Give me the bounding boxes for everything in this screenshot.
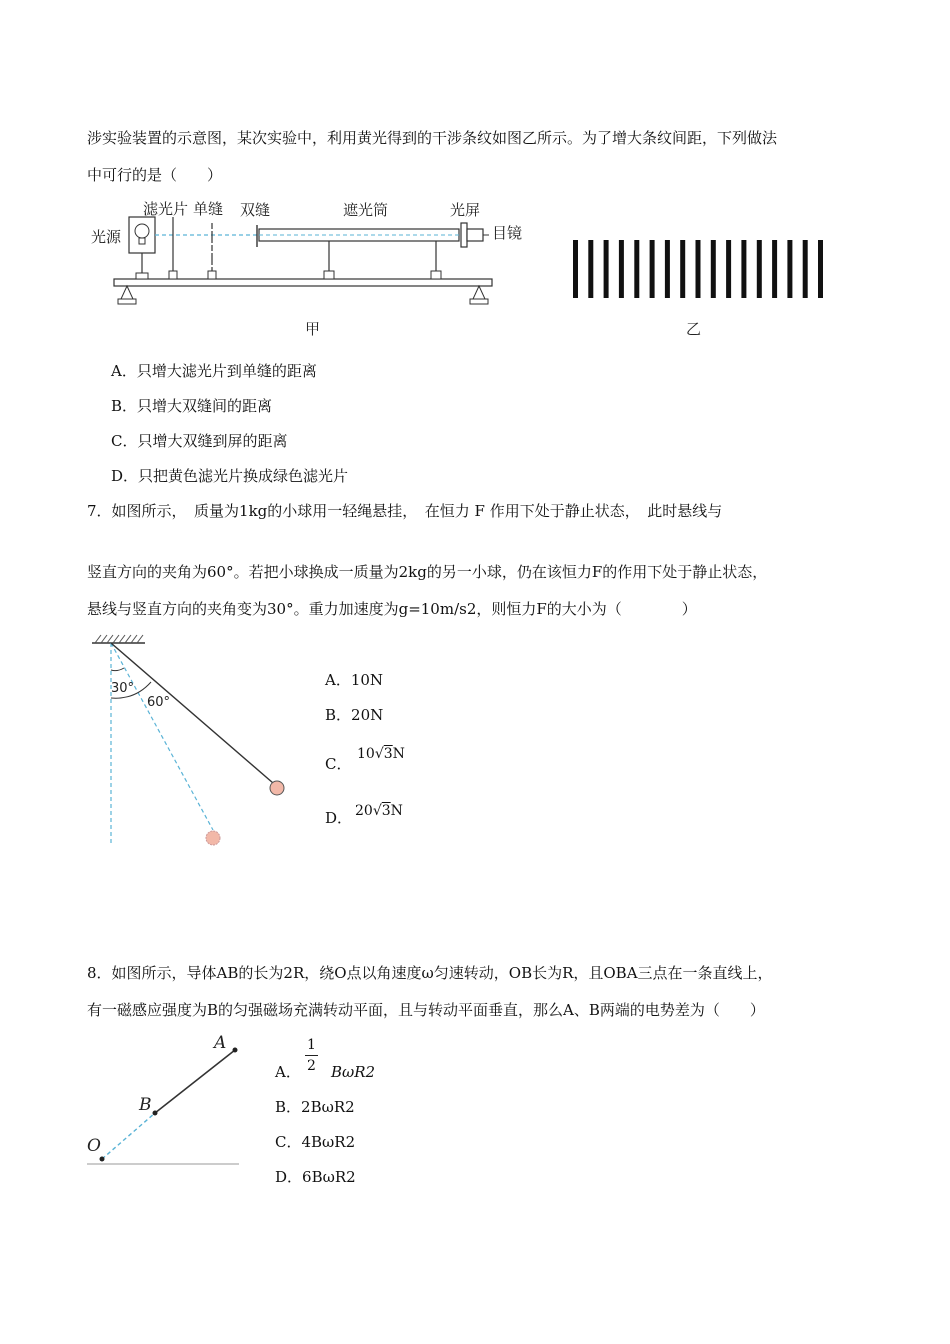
- q7-option-d[interactable]: D．: [325, 809, 353, 827]
- screen-plate: [461, 223, 467, 247]
- fringe-bar: [696, 240, 701, 298]
- point-o-dot: [100, 1157, 105, 1162]
- label-screen: 光屏: [450, 201, 481, 219]
- label-light-source: 光源: [91, 228, 122, 246]
- ball-2kg: [206, 831, 220, 845]
- q7-line3: 悬线与竖直方向的夹角变为30°。重力加速度为g=10m/s2，则恒力F的大小为（ ）: [87, 600, 697, 618]
- fringe-bar: [619, 240, 624, 298]
- fringe-bar: [726, 240, 731, 298]
- fringe-bar: [680, 240, 685, 298]
- q8-option-b[interactable]: B．2BωR2: [275, 1098, 355, 1116]
- fringe-bar: [634, 240, 639, 298]
- pendulum-figure: [87, 630, 287, 850]
- point-b-dot: [153, 1111, 158, 1116]
- eyepiece: [467, 229, 483, 241]
- conductor-ab: [155, 1050, 235, 1113]
- ball-1kg: [270, 781, 284, 795]
- fringe-bar: [772, 240, 777, 298]
- q8-option-a-numerator: 1: [307, 1037, 316, 1053]
- fringe-bar: [665, 240, 670, 298]
- q6-option-d[interactable]: D．只把黄色滤光片换成绿色滤光片: [111, 467, 349, 485]
- point-a-dot: [233, 1048, 238, 1053]
- q7-option-c-expression: 10√3N: [357, 746, 405, 762]
- q7-option-b[interactable]: B．20N: [325, 706, 384, 724]
- q8-option-c[interactable]: C．4BωR2: [275, 1133, 356, 1151]
- q8-option-a-expression: BωR2: [331, 1063, 376, 1081]
- bulb-icon: [135, 224, 149, 238]
- q6-option-c[interactable]: C．只增大双缝到屏的距离: [111, 432, 288, 450]
- q8-option-a-denominator: 2: [307, 1058, 316, 1074]
- label-eyepiece: 目镜: [492, 224, 523, 242]
- q7-line1: 7．如图所示， 质量为1kg的小球用一轻绳悬挂， 在恒力 F 作用下处于静止状态， 此时悬线与: [87, 502, 723, 520]
- q8-option-a[interactable]: A．: [275, 1063, 301, 1081]
- q8-line1: 8．如图所示，导体AB的长为2R，绕O点以角速度ω匀速转动，OB长为R，且OBA三点在一条直线上，: [87, 964, 773, 982]
- angle-label-30: 30°: [111, 681, 135, 696]
- fringe-bar: [818, 240, 823, 298]
- fringe-bar: [711, 240, 716, 298]
- fringe-bar: [650, 240, 655, 298]
- fringe-bar: [803, 240, 808, 298]
- q7-option-a[interactable]: A．10N: [325, 671, 384, 689]
- bench-foot-left-pad: [118, 299, 136, 304]
- fringe-bar: [573, 240, 578, 298]
- label-single-slit: 单缝: [193, 200, 224, 218]
- segment-ob: [102, 1113, 155, 1159]
- optical-bench-rail: [114, 279, 492, 286]
- q6-intro-line1: 涉实验装置的示意图，某次实验中，利用黄光得到的干涉条纹如图乙所示。为了增大条纹间距，下列做法: [87, 129, 778, 147]
- string-60deg: [111, 643, 273, 783]
- q6-option-b[interactable]: B．只增大双缝间的距离: [111, 397, 273, 415]
- fringe-bar: [588, 240, 593, 298]
- q6-option-a[interactable]: A．只增大滤光片到单缝的距离: [111, 362, 317, 380]
- fringe-bar: [787, 240, 792, 298]
- point-a-label: A: [214, 1033, 227, 1053]
- q7-option-c[interactable]: C．: [325, 755, 352, 773]
- string-30deg: [111, 643, 213, 830]
- fringe-bar: [604, 240, 609, 298]
- angle-label-60: 60°: [147, 695, 171, 710]
- label-double-slit: 双缝: [240, 201, 271, 219]
- figure-caption-jia: 甲: [305, 320, 321, 338]
- q7-option-d-expression: 20√3N: [355, 803, 403, 819]
- interference-fringes-figure: [570, 240, 830, 300]
- q7-line2: 竖直方向的夹角为60°。若把小球换成一质量为2kg的另一小球，仍在该恒力F的作用下处于静止状态，: [87, 563, 768, 581]
- point-b-label: B: [139, 1095, 152, 1115]
- figure-caption-yi: 乙: [686, 320, 702, 338]
- label-filter: 滤光片: [143, 200, 189, 218]
- q6-intro-line2: 中可行的是（ ）: [87, 166, 223, 184]
- rotating-conductor-figure: [85, 1035, 245, 1170]
- bench-foot-right-pad: [470, 299, 488, 304]
- bench-foot-right: [473, 286, 485, 299]
- fringe-bar: [757, 240, 762, 298]
- point-o-label: O: [87, 1136, 101, 1156]
- bench-foot-left: [121, 286, 133, 299]
- q8-line2: 有一磁感应强度为B的匀强磁场充满转动平面，且与转动平面垂直，那么A、B两端的电势差为（ ）: [87, 1001, 765, 1019]
- label-tube: 遮光筒: [343, 201, 389, 219]
- fringe-bar: [741, 240, 746, 298]
- q8-option-d[interactable]: D．6BωR2: [275, 1168, 356, 1186]
